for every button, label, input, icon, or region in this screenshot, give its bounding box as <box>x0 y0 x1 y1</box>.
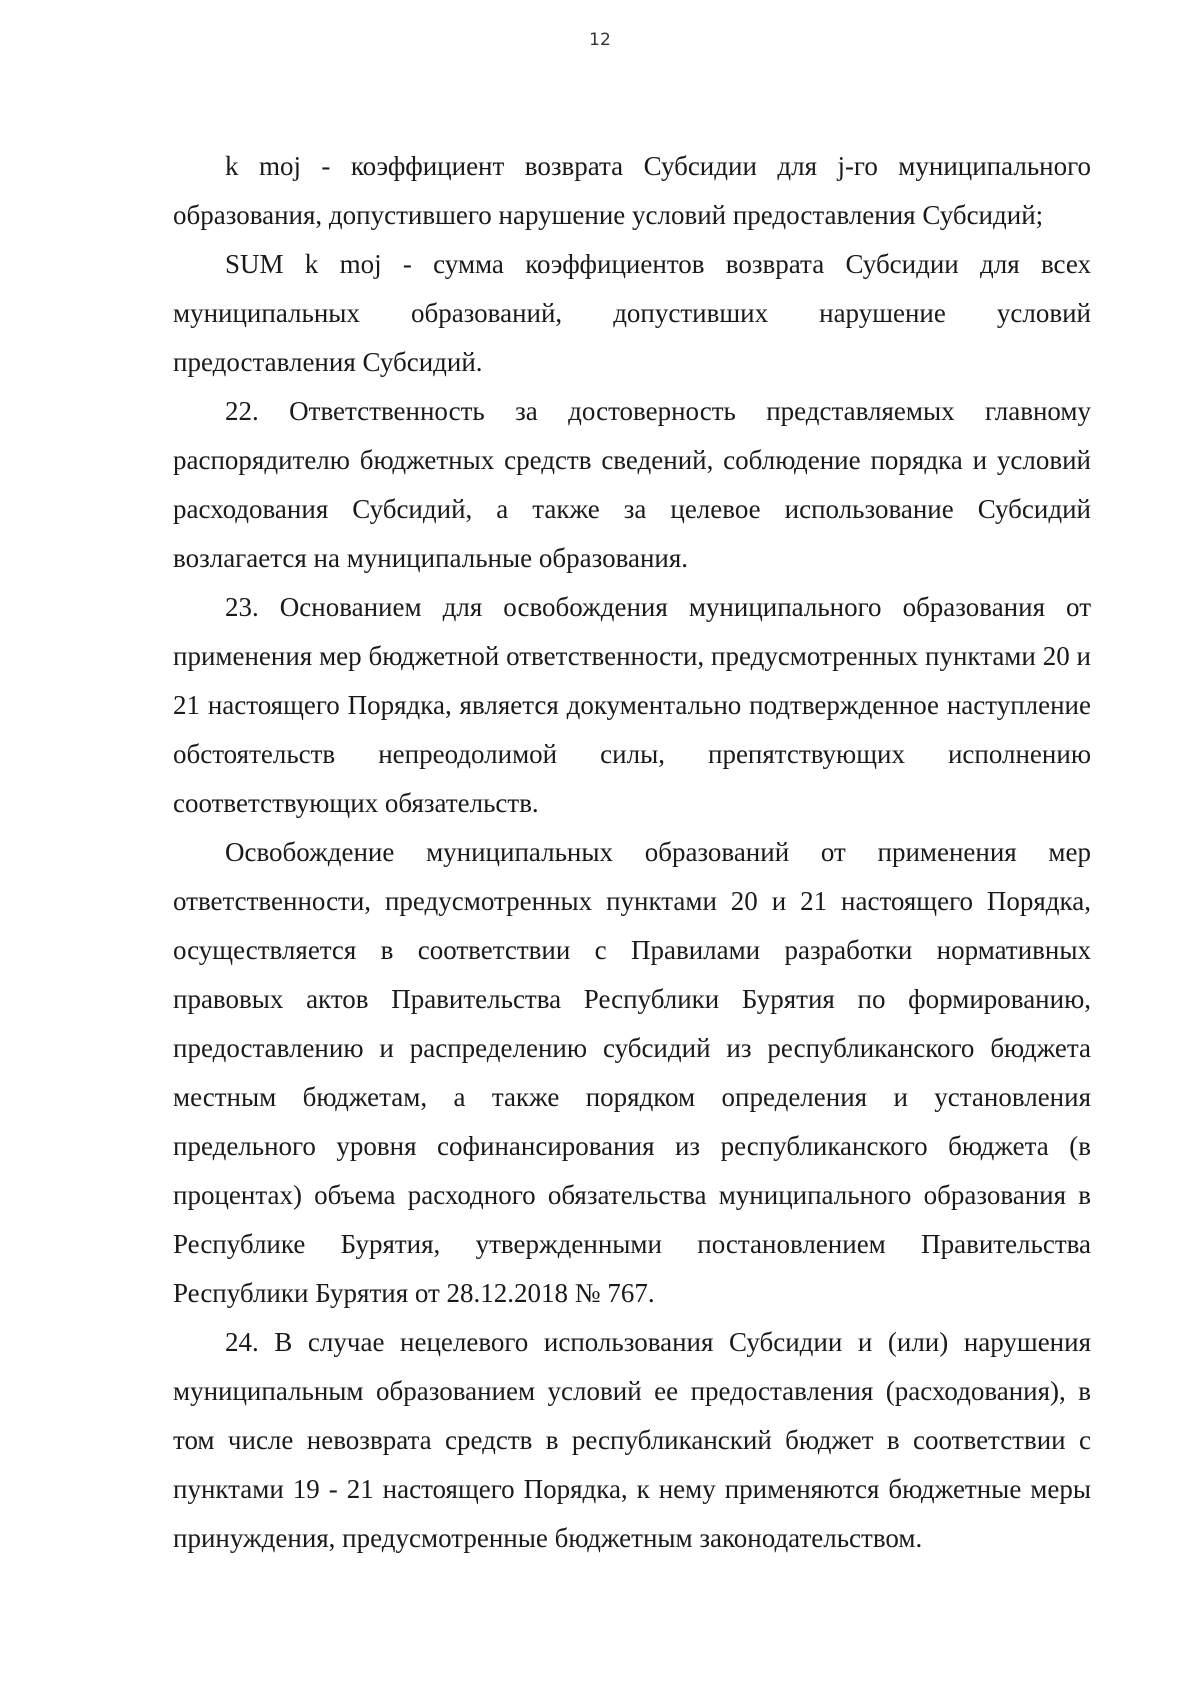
paragraph-sum-k-moj-definition: SUM k moj - сумма коэффициентов возврата Субсидии для всех муниципальных образований, допустивших нарушение условий предоставления Субсидий. <box>173 249 1091 377</box>
paragraph-exemption-rules: Освобождение муниципальных образований от применения мер ответственности, предусмотренных пунктами 20 и 21 настоящего Порядка, осуществляется в соответствии с Правилами разработки нормативных правовых актов Правительства Республики Бурятия по формированию, предоставлению и распределению субсидий из республиканского бюджета местным бюджетам, а также порядком определения и установления предельного уровня софинансирования из республиканского бюджета (в процентах) объема расходного обязательства муниципального образования в Республике Бурятия, утвержденными постановлением Правительства Республики Бурятия от 28.12.2018 № 767. <box>173 837 1091 1308</box>
paragraph-clause-24: 24. В случае нецелевого использования Субсидии и (или) нарушения муниципальным образованием условий ее предоставления (расходования), в том числе невозврата средств в республиканский бюджет в соответствии с пунктами 19 - 21 настоящего Порядка, к нему применяются бюджетные меры принуждения, предусмотренные бюджетным законодательством. <box>173 1327 1091 1553</box>
paragraph-clause-22: 22. Ответственность за достоверность представляемых главному распорядителю бюджетных средств сведений, соблюдение порядка и условий расходования Субсидий, а также за целевое использование Субсидий возлагается на муниципальные образования. <box>173 396 1091 573</box>
paragraph-clause-23: 23. Основанием для освобождения муниципального образования от применения мер бюджетной ответственности, предусмотренных пунктами 20 и 21 настоящего Порядка, является документально подтвержденное наступление обстоятельств непреодолимой силы, препятствующих исполнению соответствующих обязательств. <box>173 592 1091 818</box>
paragraph-k-moj-definition: k moj - коэффициент возврата Субсидии для j-го муниципального образования, допустившего нарушение условий предоставления Субсидий; <box>173 151 1091 230</box>
document-body <box>173 142 1091 1563</box>
page-number: 12 <box>589 30 611 50</box>
